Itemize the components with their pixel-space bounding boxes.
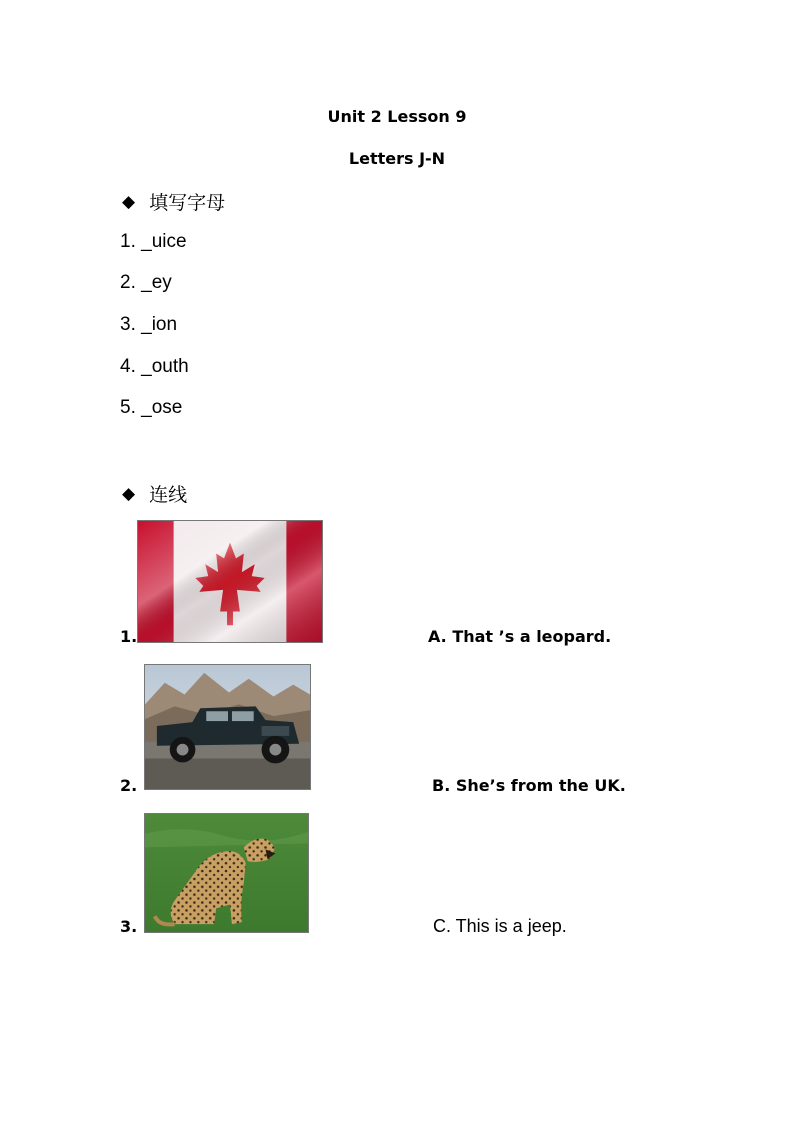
- diamond-bullet-icon: ◆: [122, 191, 136, 212]
- cheetah-photo-image: [144, 813, 309, 933]
- section-heading-text: 连线: [149, 484, 188, 506]
- fill-item: 4. _outh: [120, 356, 189, 377]
- diamond-bullet-icon: ◆: [122, 483, 136, 504]
- lesson-subtitle: Letters J-N: [348, 149, 446, 168]
- fill-item: 1. _uice: [120, 231, 187, 252]
- fill-item: 5. _ose: [120, 397, 183, 418]
- lesson-title: Unit 2 Lesson 9: [327, 107, 467, 126]
- jeep-photo-image: [144, 664, 311, 790]
- match-number: 1.: [120, 627, 138, 646]
- canada-flag-image: [137, 520, 323, 643]
- match-option-c: C. This is a jeep.: [433, 916, 567, 936]
- match-option-a: A. That ’s a leopard.: [428, 627, 612, 646]
- section-heading-text: 填写字母: [149, 192, 226, 214]
- fill-item: 2. _ey: [120, 272, 172, 293]
- fill-item: 3. _ion: [120, 314, 178, 335]
- section-fill-letters-heading: [122, 188, 225, 215]
- match-number: 3.: [120, 917, 138, 936]
- match-option-b: B. She’s from the UK.: [432, 776, 626, 795]
- match-number: 2.: [120, 776, 138, 795]
- section-matching-heading: [122, 480, 187, 507]
